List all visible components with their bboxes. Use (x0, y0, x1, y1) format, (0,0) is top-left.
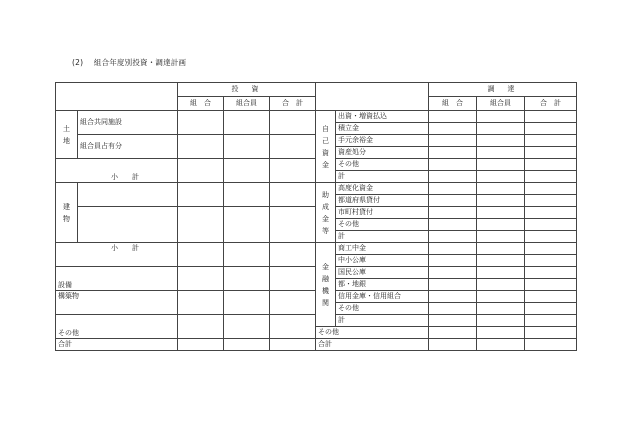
table-cell (525, 315, 577, 327)
other-funding-label: その他 (316, 327, 429, 339)
table-cell (477, 123, 525, 135)
table-cell (525, 135, 577, 147)
table-cell (270, 111, 316, 135)
building-label: 建 物 (56, 183, 78, 243)
table-cell (429, 279, 477, 291)
table-cell (178, 291, 224, 315)
fund-item: 市町村貸付 (336, 207, 429, 219)
building-subtotal: 小計 (56, 243, 178, 267)
table-cell (429, 147, 477, 159)
table-cell (429, 207, 477, 219)
table-cell (477, 255, 525, 267)
table-cell (525, 171, 577, 183)
fund-item: その他 (336, 219, 429, 231)
table-cell (178, 135, 224, 159)
table-cell (270, 267, 316, 291)
fund-item: 手元余裕金 (336, 135, 429, 147)
fund-item: 出資・増資払込 (336, 111, 429, 123)
table-cell (525, 291, 577, 303)
table-cell (78, 183, 178, 207)
table-cell (270, 183, 316, 207)
table-cell (525, 219, 577, 231)
table-cell (429, 291, 477, 303)
table-cell (224, 339, 270, 351)
table-cell (270, 207, 316, 243)
table-cell (224, 315, 270, 339)
table-cell (477, 327, 525, 339)
funding-total-label: 合計 (316, 339, 429, 351)
table-cell (224, 135, 270, 159)
table-cell (477, 183, 525, 195)
equipment-row-label: 設備 (56, 267, 178, 291)
blank-corner-right (316, 83, 429, 97)
fund-item: 計 (336, 315, 429, 327)
table-cell (429, 315, 477, 327)
table-cell (525, 267, 577, 279)
table-cell (477, 207, 525, 219)
table-cell (525, 147, 577, 159)
table-cell (429, 159, 477, 171)
table-cell (429, 231, 477, 243)
table-cell (477, 243, 525, 255)
table-cell (477, 111, 525, 123)
table-cell (178, 267, 224, 291)
table-cell (224, 183, 270, 207)
land-member-occupied: 組合員占有分 (78, 135, 178, 159)
table-cell (525, 255, 577, 267)
investment-header: 投 資 (178, 83, 316, 97)
table-cell (429, 219, 477, 231)
table-cell (525, 159, 577, 171)
fund-item: 積立金 (336, 123, 429, 135)
fund-item: 計 (336, 171, 429, 183)
table-cell (525, 183, 577, 195)
table-cell (525, 123, 577, 135)
table-cell (477, 135, 525, 147)
table-cell (224, 267, 270, 291)
table-cell (525, 279, 577, 291)
table-cell (270, 135, 316, 159)
table-cell (224, 243, 270, 267)
fund-col-total: 合 計 (525, 97, 577, 111)
table-cell (178, 159, 224, 183)
section-heading (72, 57, 186, 68)
table-cell (224, 291, 270, 315)
table-cell (270, 159, 316, 183)
fund-item: 都・地銀 (336, 279, 429, 291)
table-cell (525, 195, 577, 207)
table-cell (270, 339, 316, 351)
table-cell (477, 219, 525, 231)
fund-col-kumiaiin: 組合員 (477, 97, 525, 111)
fund-item: 資産処分 (336, 147, 429, 159)
blank-corner-left-lower (56, 97, 178, 111)
table-cell (525, 207, 577, 219)
table-cell (224, 111, 270, 135)
table-cell (178, 183, 224, 207)
land-subtotal: 小計 (56, 159, 178, 183)
table-cell (429, 267, 477, 279)
fund-item: 中小公庫 (336, 255, 429, 267)
table-cell (477, 303, 525, 315)
table-cell (477, 171, 525, 183)
table-cell (429, 135, 477, 147)
land-shared-facilities: 組合共同施設 (78, 111, 178, 135)
table-cell (270, 243, 316, 267)
fund-item: 国民公庫 (336, 267, 429, 279)
table-cell (525, 339, 577, 351)
section-title: 組合年度別投資・調達計画 (93, 58, 187, 67)
table-cell (477, 267, 525, 279)
funding-header: 調 達 (429, 83, 577, 97)
inv-col-kumiai: 組 合 (178, 97, 224, 111)
investment-total-label: 合計 (56, 339, 178, 351)
table-cell (429, 171, 477, 183)
fund-item: その他 (336, 159, 429, 171)
table-cell (525, 231, 577, 243)
land-label: 土 地 (56, 111, 78, 159)
investment-funding-table (55, 82, 577, 351)
table-cell (477, 231, 525, 243)
table-cell (477, 291, 525, 303)
subsidy-label: 助 成 金 等 (316, 183, 336, 243)
table-cell (429, 111, 477, 123)
table-cell (429, 183, 477, 195)
table-cell (477, 195, 525, 207)
table-cell (477, 147, 525, 159)
table-cell (178, 243, 224, 267)
table-cell (525, 303, 577, 315)
fund-item: 信用金庫・信用組合 (336, 291, 429, 303)
inv-col-total: 合 計 (270, 97, 316, 111)
fund-item: 計 (336, 231, 429, 243)
fund-item: 高度化資金 (336, 183, 429, 195)
section-number: (2) (72, 58, 84, 67)
table-cell (78, 207, 178, 243)
table-cell (178, 207, 224, 243)
table-cell (477, 279, 525, 291)
table-cell (178, 315, 224, 339)
table-cell (429, 123, 477, 135)
table-cell (429, 339, 477, 351)
inv-col-kumiaiin: 組合員 (224, 97, 270, 111)
table-cell (525, 327, 577, 339)
fund-item: その他 (336, 303, 429, 315)
table-cell (429, 303, 477, 315)
table-cell (429, 327, 477, 339)
fund-item: 都道府県貸付 (336, 195, 429, 207)
table-cell (429, 255, 477, 267)
other-investment-label: その他 (56, 315, 178, 339)
table-cell (178, 111, 224, 135)
table-cell (525, 111, 577, 123)
table-cell (477, 315, 525, 327)
table-cell (429, 243, 477, 255)
own-funds-label: 自 己 資 金 (316, 111, 336, 183)
blank-corner-right-lower (316, 97, 429, 111)
financial-institutions-label: 金 融 機 関 (316, 243, 336, 327)
table-cell (477, 339, 525, 351)
table-cell (429, 195, 477, 207)
blank-corner-left (56, 83, 178, 97)
fund-col-kumiai: 組 合 (429, 97, 477, 111)
table-cell (224, 159, 270, 183)
fund-item: 商工中金 (336, 243, 429, 255)
table-cell (525, 243, 577, 255)
table-cell (270, 315, 316, 339)
table-cell (477, 159, 525, 171)
structures-row-label: 構築物 (56, 291, 178, 315)
table-cell (224, 207, 270, 243)
table-cell (178, 339, 224, 351)
table-cell (270, 291, 316, 315)
